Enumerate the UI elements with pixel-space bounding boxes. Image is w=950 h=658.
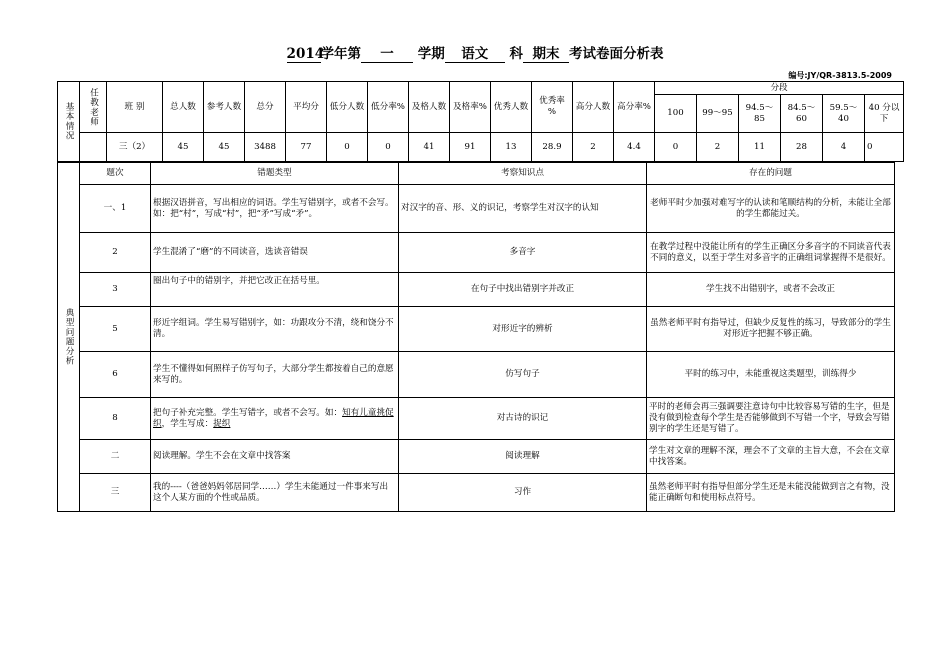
- cell-segment: 4: [823, 133, 865, 162]
- row-number: 一、1: [80, 185, 151, 233]
- segment-label: 84.5～60: [781, 95, 823, 133]
- row-knowledge: 对形近字的辨析: [399, 307, 647, 352]
- cell-segment: 11: [739, 133, 781, 162]
- segment-label: 94.5～85: [739, 95, 781, 133]
- table-row: [58, 398, 895, 440]
- cell-low-count: 0: [327, 133, 368, 162]
- segment-label: 59.5～40: [823, 95, 865, 133]
- row-problems: 老师平时少加强对难写字的认读和笔顺结构的分析，未能让全部的学生都能过关。: [647, 185, 895, 233]
- segment-label: 40 分以下: [865, 95, 904, 133]
- title-text-rest: 考试卷面分析表: [568, 46, 664, 62]
- row-number: 三: [80, 474, 151, 512]
- row-error-type-underlined: 捉织: [213, 418, 231, 429]
- header-low-rate: 低分率%: [368, 82, 409, 133]
- row-number: 8: [80, 398, 151, 440]
- row-problems: 虽然老师平时有指导但部分学生还是未能没能做到言之有物，没能正确断句和使用标点符号。: [647, 474, 895, 512]
- row-error-type: 学生混淆了“磨”的不同读音，选读音错误: [151, 233, 399, 273]
- row-knowledge: 在句子中找出错别字并改正: [399, 273, 647, 307]
- row-problems: 在教学过程中没能让所有的学生正确区分多音字的不同读音代表不同的意义，以至于学生对多音字的正确组词掌握得不是很好。: [647, 233, 895, 273]
- document-code: 编号:JY/QR-3813.5-2009: [788, 71, 892, 80]
- row-error-type: 圈出句子中的错别字，并把它改正在括号里。: [151, 273, 399, 307]
- row-knowledge: 习作: [399, 474, 647, 512]
- row-problems: 平时的练习中，未能重视这类题型，训练得少: [647, 352, 895, 398]
- header-excellent-rate: 优秀率 %: [532, 82, 573, 133]
- table-row: [58, 185, 895, 233]
- header-high-count: 高分人数: [573, 82, 614, 133]
- row-error-type-text: 把句子补充完整。学生写错字，或者不会写。如：: [153, 407, 343, 418]
- cell-total-people: 45: [163, 133, 204, 162]
- cell-segment: 2: [697, 133, 739, 162]
- header-teacher: 任教老师: [80, 82, 107, 133]
- cell-pass-rate: 91: [450, 133, 491, 162]
- cell-class: 三（2）: [107, 133, 163, 162]
- cell-excellent-count: 13: [491, 133, 532, 162]
- header-knowledge: 考察知识点: [399, 163, 647, 185]
- row-number: 3: [80, 273, 151, 307]
- cell-average: 77: [286, 133, 327, 162]
- table-row: [58, 273, 895, 307]
- segment-label: 100: [655, 95, 697, 133]
- row-error-type: 形近字组词。学生易写错别字，如：功跟攻分不清，绕和饶分不清。: [151, 307, 399, 352]
- row-error-type-underlined: 知有儿童挑促织: [153, 407, 394, 429]
- cell-low-rate: 0: [368, 133, 409, 162]
- title-year: 2014: [286, 46, 325, 62]
- cell-high-count: 2: [573, 133, 614, 162]
- title-semester: 一: [361, 47, 413, 63]
- row-problems: 虽然老师平时有指导过，但缺少反复性的练习，导致部分的学生对形近字把握不够正确。: [647, 307, 895, 352]
- row-problems: 学生对文章的理解不深，理会不了文章的主旨大意，不会在文章中找答案。: [647, 440, 895, 474]
- cell-excellent-rate: 28.9: [532, 133, 573, 162]
- row-error-type: 根据汉语拼音，写出相应的词语。学生写错别字，或者不会写。如：把“村”，写成“村”，把“矛”写成“矛”。: [151, 185, 399, 233]
- row-problems: 平时的老师会再三强调要注意诗句中比较容易写错的生字，但是没有做到检查每个学生是否能够做到不写错一个字，导致会写错别字的学生还是写错了。: [647, 398, 895, 440]
- cell-total-score: 3488: [245, 133, 286, 162]
- row-knowledge: 仿写句子: [399, 352, 647, 398]
- document-title: [0, 42, 950, 63]
- analysis-section-label: 典型问题分析: [58, 163, 80, 512]
- header-error-type: 错题类型: [151, 163, 399, 185]
- cell-segment: 0: [865, 133, 904, 162]
- row-error-type-text: ，学生写成：: [161, 418, 214, 429]
- header-participants: 参考人数: [204, 82, 245, 133]
- segment-label: 99～95: [697, 95, 739, 133]
- header-class: 班 别: [107, 82, 163, 133]
- cell-segment: 28: [781, 133, 823, 162]
- table-row: [58, 474, 895, 512]
- row-error-type: 我的----（爸爸妈妈邻居同学……）学生未能通过一件事来写出这个人某方面的个性或品质。: [151, 474, 399, 512]
- header-low-count: 低分人数: [327, 82, 368, 133]
- header-total-score: 总分: [245, 82, 286, 133]
- table-row: [58, 307, 895, 352]
- cell-participants: 45: [204, 133, 245, 162]
- title-text-semester: 学期: [417, 46, 445, 62]
- header-problems: 存在的问题: [647, 163, 895, 185]
- row-knowledge: 阅读理解: [399, 440, 647, 474]
- row-number: 2: [80, 233, 151, 273]
- title-text-year: 学年第: [320, 46, 362, 62]
- table-row: [58, 233, 895, 273]
- header-high-rate: 高分率%: [614, 82, 655, 133]
- title-text-subject: 科: [509, 46, 523, 62]
- header-segments: 分段: [655, 82, 904, 95]
- basic-section-label: 基本情况: [58, 82, 80, 162]
- title-exam: 期末: [523, 47, 569, 63]
- row-knowledge: 对古诗的识记: [399, 398, 647, 440]
- header-number: 题次: [80, 163, 151, 185]
- header-average: 平均分: [286, 82, 327, 133]
- header-pass-count: 及格人数: [409, 82, 450, 133]
- header-excellent-count: 优秀人数: [491, 82, 532, 133]
- row-error-type: 学生不懂得如何照样子仿写句子，大部分学生都按着自己的意愿来写的。: [151, 352, 399, 398]
- table-row: [58, 352, 895, 398]
- basic-info-table: [57, 81, 904, 162]
- table-row: [58, 440, 895, 474]
- cell-high-rate: 4.4: [614, 133, 655, 162]
- row-knowledge: 对汉字的音、形、义的识记，考察学生对汉字的认知: [399, 185, 647, 233]
- row-number: 5: [80, 307, 151, 352]
- cell-segment: 0: [655, 133, 697, 162]
- header-pass-rate: 及格率%: [450, 82, 491, 133]
- row-knowledge: 多音字: [399, 233, 647, 273]
- row-number: 二: [80, 440, 151, 474]
- row-number: 6: [80, 352, 151, 398]
- cell-pass-count: 41: [409, 133, 450, 162]
- row-error-type: [151, 398, 399, 440]
- title-subject: 语文: [445, 47, 505, 63]
- header-total-people: 总人数: [163, 82, 204, 133]
- row-error-type: 阅读理解。学生不会在文章中找答案: [151, 440, 399, 474]
- cell-teacher: [80, 133, 107, 162]
- analysis-table: [57, 162, 895, 512]
- row-problems: 学生找不出错别字，或者不会改正: [647, 273, 895, 307]
